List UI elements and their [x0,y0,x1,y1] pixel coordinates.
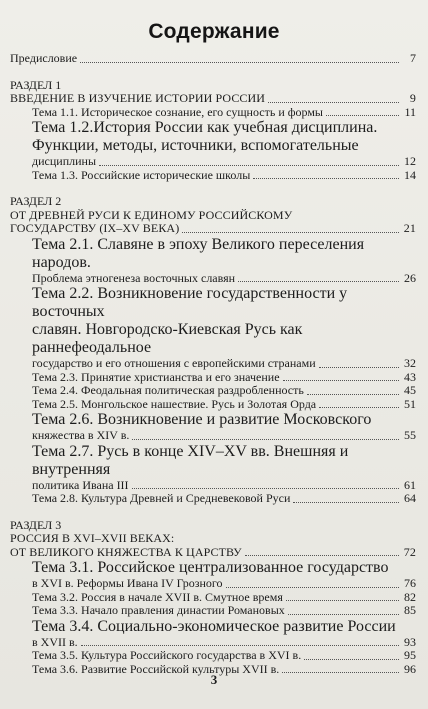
section-label: РАЗДЕЛ 3 [10,517,62,532]
sections-list [10,66,416,677]
toc-entry-text: дисциплины [32,154,97,168]
page-title: Содержание [148,20,280,43]
toc-entry-last-line [32,169,416,183]
section-gap [10,66,416,79]
toc-entry-theme[interactable] [10,411,416,443]
toc-entry-last-line [32,591,416,605]
toc-entry-section-title[interactable] [10,532,416,559]
dot-leader [132,487,399,489]
toc-entry-text: политика Ивана III [32,477,129,492]
toc-entry-last-line [32,357,416,371]
dot-leader [268,101,399,103]
toc-entry-last-line [32,577,416,591]
section-label: РАЗДЕЛ 1 [10,77,62,92]
section-label: РАЗДЕЛ 2 [10,194,62,208]
toc-entry-line: Тема 2.1. Славяне в эпоху Великого переселения народов. [32,235,365,271]
toc-entry-line: Тема 2.6. Возникновение и развитие Московского [32,411,372,428]
dot-leader [238,280,399,282]
toc-page-number: 21 [403,221,416,235]
toc-page-number: 14 [404,167,416,182]
toc-entry-section-title[interactable] [10,92,416,106]
dot-leader [307,393,399,395]
toc-entry-line: Функции, методы, источники, вспомогательные [32,137,359,154]
toc-page-number: 61 [404,477,416,492]
toc-entry-line: славян. Новгородско-Киевская Русь как раннефеодальное [32,321,303,356]
toc-entry-text: Тема 1.3. Российские исторические школы [32,167,251,182]
toc-entry-last-line [32,155,416,169]
toc-entry-last-line [32,398,416,412]
toc-entry-theme[interactable] [10,119,416,169]
toc-page-number: 55 [404,428,416,442]
toc-entry-last-line [32,636,416,650]
toc-entry-text: Тема 2.8. Культура Древней и Средневековой Руси [32,491,291,505]
toc-entry-theme[interactable] [10,169,416,183]
page-number: 3 [210,672,218,687]
toc-entry-last-line [32,649,416,663]
toc-entry-last-line [32,106,416,120]
toc-entry-text: Предисловие [10,51,78,65]
toc-entry-line: ОТ ДРЕВНЕЙ РУСИ К ЕДИНОМУ РОССИЙСКОМУ [10,207,293,222]
toc-entry-line: РОССИЯ В XVI–XVII ВЕКАХ: [10,531,175,545]
section-title [10,209,416,236]
toc-entry-theme[interactable] [10,492,416,506]
toc-page-number: 82 [404,589,416,604]
section-title [10,532,416,559]
toc-entry-theme[interactable] [10,559,416,591]
dot-leader [293,501,399,503]
toc-entry-theme[interactable] [10,285,416,371]
toc-entry-text: Тема 3.6. Развитие Российской культуры XVII в. [32,661,280,676]
dot-leader [288,613,399,615]
toc-page-number: 12 [404,154,416,168]
toc-page-number: 9 [409,91,416,105]
toc-entry-theme[interactable] [10,604,416,618]
toc-entry-theme[interactable] [10,106,416,120]
toc-entry-last-line [32,384,416,398]
toc-entry-theme[interactable] [10,371,416,385]
toc-entry-last-line [32,604,416,618]
dot-leader [99,164,399,166]
dot-leader [283,379,399,381]
toc-entry-text: государство и его отношения с европейскими странами [32,356,316,370]
toc-entry-last-line [32,479,416,493]
toc-entry-text: Проблема этногенеза восточных славян [32,270,236,285]
toc-entry-theme[interactable] [10,236,416,286]
toc-entry-text: Тема 3.3. Начало правления династии Романовых [32,603,285,617]
toc-entry-line: Тема 2.7. Русь в конце XIV–XV вв. Внешняя и внутренняя [32,442,349,478]
toc-entry-last-line [32,371,416,385]
toc-entry-text: в XVII в. [32,634,78,649]
dot-leader [80,61,399,63]
toc-page-number: 93 [404,634,416,649]
toc-entry-text: Тема 1.1. Историческое сознание, его сущность и формы [32,104,323,119]
toc-entry-preface[interactable] [10,52,416,66]
dot-leader [245,554,399,556]
section-title [10,92,416,106]
toc-section-2 [10,195,416,506]
toc-page-number: 7 [410,51,416,65]
toc-entry-text: ОТ ВЕЛИКОГО КНЯЖЕСТВА К ЦАРСТВУ [10,544,242,559]
dot-leader [132,438,399,440]
toc-page-number: 85 [404,603,416,617]
toc-entry-text: ВВЕДЕНИЕ В ИЗУЧЕНИЕ ИСТОРИИ РОССИИ [10,91,266,105]
toc-page-number: 32 [404,356,416,370]
dot-leader [182,231,399,233]
toc-entry-text: княжества в XIV в. [32,428,130,442]
toc-entry-theme[interactable] [10,618,416,650]
toc-entry-text: Тема 3.2. Россия в начале XVII в. Смутное время [32,589,283,604]
toc-entry-line: Тема 1.2.История России как учебная дисциплина. [32,119,378,136]
toc-entry-last-line [10,546,416,560]
toc-entry-text: Тема 2.5. Монгольское нашествие. Русь и Золотая Орда [32,396,317,411]
toc-entry-text: Тема 3.5. Культура Российского государства в XVI в. [32,648,302,662]
toc-entry-line: Тема 3.4. Социально-экономическое развитие России [32,617,396,635]
toc-entry-last-line [32,272,416,286]
toc-page-number: 96 [404,661,416,676]
section-gap [10,182,416,195]
toc-entry-line: Тема 2.2. Возникновение государственности у восточных [32,285,348,320]
table-of-contents [10,52,416,676]
toc-page-number: 26 [404,270,416,285]
dot-leader [304,658,399,660]
dot-leader [253,177,399,179]
toc-entry-text: ГОСУДАРСТВУ (IX–XV ВЕКА) [10,221,180,235]
dot-leader [286,599,399,601]
dot-leader [326,114,399,116]
toc-entry-theme[interactable] [10,398,416,412]
toc-entry-last-line [32,429,416,443]
toc-entry-last-line [10,92,416,106]
toc-entry-text: Тема 2.3. Принятие христианства и его значение [32,369,280,384]
dot-leader [319,366,399,368]
dot-leader [81,644,399,646]
toc-entry-theme[interactable] [10,649,416,663]
toc-page-number: 72 [403,544,416,559]
toc-entry-last-line [32,492,416,506]
toc-page-number: 64 [404,491,416,505]
toc-entry-text: в XVI в. Реформы Ивана IV Грозного [32,576,223,590]
section-gap [10,506,416,519]
toc-page-number: 43 [404,369,416,384]
toc-entry-theme[interactable] [10,384,416,398]
toc-entry-section-title[interactable] [10,209,416,236]
toc-page-number: 11 [404,104,416,119]
toc-entry-theme[interactable] [10,443,416,493]
toc-entry-line: Тема 3.1. Российское централизованное государство [32,559,389,576]
toc-entry-theme[interactable] [10,591,416,605]
toc-page-number: 45 [404,383,416,397]
toc-entry-last-line [10,222,416,236]
toc-section-1 [10,79,416,183]
dot-leader [319,406,399,408]
dot-leader [226,586,399,588]
toc-page-number: 51 [404,396,416,411]
toc-entry-text: Тема 2.4. Феодальная политическая раздробленность [32,383,304,397]
toc-page-number: 76 [404,576,416,590]
toc-page-number: 95 [404,648,416,662]
toc-section-3 [10,519,416,677]
